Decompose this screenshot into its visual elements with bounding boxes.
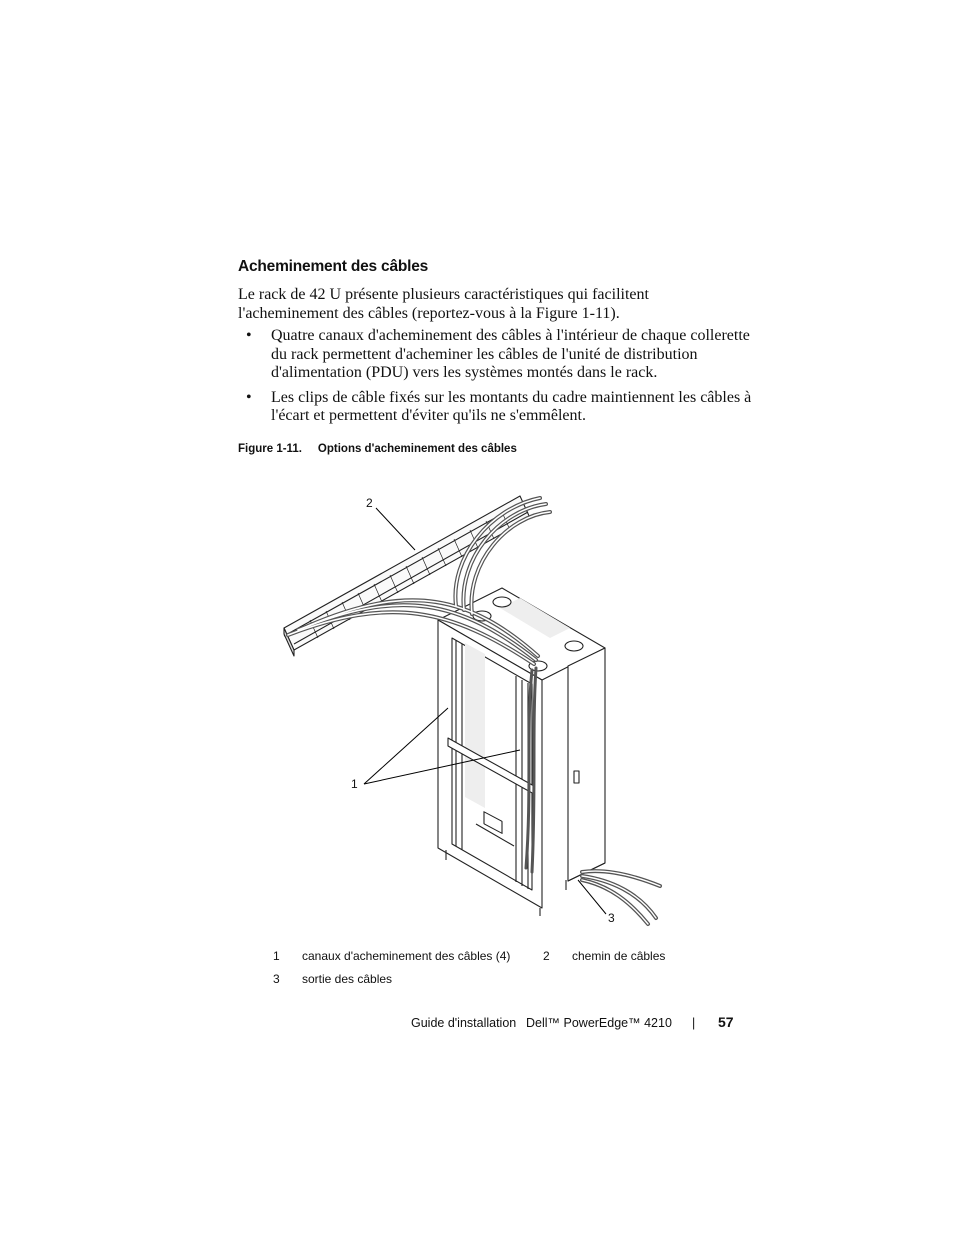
legend-num-2: 2: [543, 949, 550, 963]
callout-3: 3: [608, 911, 615, 925]
legend-text-2: chemin de câbles: [572, 949, 666, 963]
rack-illustration: [270, 488, 690, 928]
callout-2: 2: [366, 496, 373, 510]
feature-list: [238, 327, 758, 432]
intro-paragraph: Le rack de 42 U présente plusieurs caractéristiques qui facilitent l'acheminement des câbles (reportez-vous à la Figure 1-11).: [238, 286, 649, 322]
callout-1: 1: [351, 777, 358, 791]
list-item-text: Les clips de câble fixés sur les montants du cadre maintiennent les câbles à l'écart et permettent d'éviter qu'ils ne s'emmêlent.: [271, 388, 752, 424]
rack-drawing: [270, 488, 690, 928]
rack-cabinet: [438, 588, 605, 916]
figure-number: Figure 1-11.: [238, 443, 302, 455]
list-item: [238, 389, 758, 426]
legend-text-3: sortie des câbles: [302, 972, 393, 986]
figure-title: Options d'acheminement des câbles: [317, 443, 517, 455]
bullet-icon: •: [246, 327, 252, 344]
footer-guide: Guide d'installation: [411, 1016, 517, 1030]
legend-num-3: 3: [273, 972, 280, 986]
list-item-text: Quatre canaux d'acheminement des câbles à l'intérieur de chaque collerette du rack permettent d'acheminer les câbles de l'unité de distribution d'alimentation (PDU) vers les systèmes montés dans le rack.: [271, 327, 750, 381]
section-heading: Acheminement des câbles: [238, 258, 429, 275]
footer-product: Dell™ PowerEdge™ 4210: [526, 1016, 672, 1030]
figure-caption: [238, 443, 517, 455]
bullet-icon: •: [246, 388, 252, 406]
legend-num-1: 1: [273, 949, 280, 963]
footer-separator: |: [692, 1016, 696, 1030]
legend-text-1: canaux d'acheminement des câbles (4): [302, 949, 511, 963]
list-item: [238, 327, 758, 383]
page-number: 57: [718, 1014, 734, 1030]
